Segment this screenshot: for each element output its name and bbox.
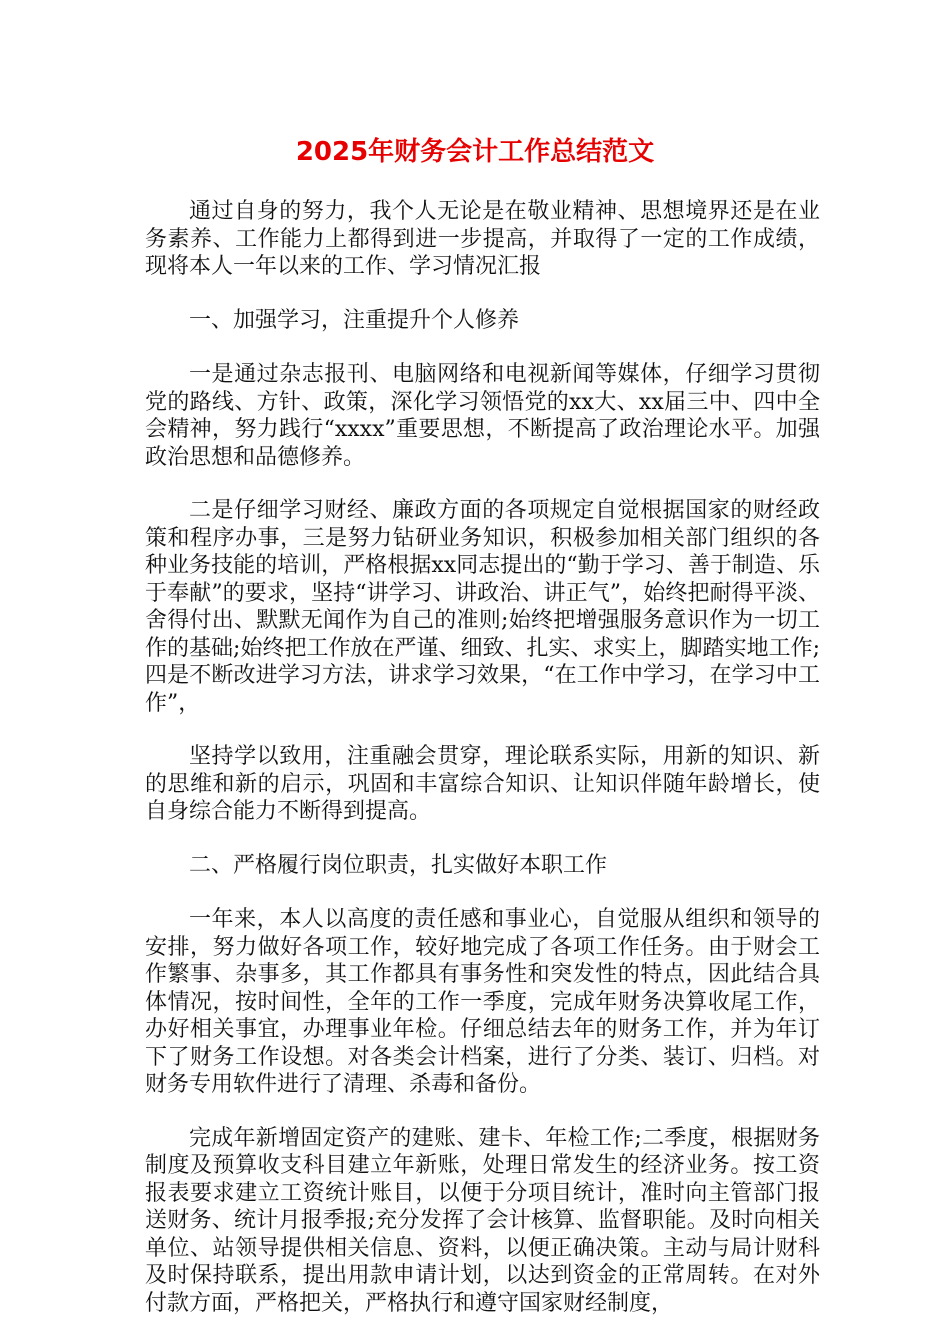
paragraph-intro: 通过自身的努力，我个人无论是在敬业精神、思想境界还是在业务素养、工作能力上都得到进一步提高，并取得了一定的工作成绩，现将本人一年以来的工作、学习情况汇报 <box>145 199 820 279</box>
document-title: 2025年财务会计工作总结范文 <box>295 137 655 167</box>
paragraph-duty-1: 一年来，本人以高度的责任感和事业心，自觉服从组织和领导的安排，努力做好各项工作，较好地完成了各项工作任务。由于财会工作繁事、杂事多，其工作都具有事务性和突发性的特点，因此结合具体情况，按时间性，全年的工作一季度，完成年财务决算收尾工作，办好相关事宜，办理事业年检。仔细总结去年的财务工作，并为年订下了财务工作设想。对各类会计档案，进行了分类、装订、归档。对财务专用软件进行了清理、杀毒和备份。 <box>145 907 820 1097</box>
paragraph-study-3: 坚持学以致用，注重融会贯穿，理论联系实际，用新的知识、新的思维和新的启示，巩固和丰富综合知识、让知识伴随年龄增长，使自身综合能力不断得到提高。 <box>145 744 820 824</box>
section-heading-1: 一、加强学习，注重提升个人修养 <box>189 307 520 333</box>
paragraph-duty-2: 完成年新增固定资产的建账、建卡、年检工作;二季度，根据财务制度及预算收支科目建立年新账，处理日常发生的经济业务。按工资报表要求建立工资统计账目，以便于分项目统计，准时向主管部门报送财务、统计月报季报;充分发挥了会计核算、监督职能。及时向相关单位、站领导提供相关信息、资料，以便正确决策。主动与局计财科及时保持联系，提出用款申请计划，以达到资金的正常周转。在对外付款方面，严格把关，严格执行和遵守国家财经制度， <box>145 1125 820 1316</box>
paragraph-study-2: 二是仔细学习财经、廉政方面的各项规定自觉根据国家的财经政策和程序办事，三是努力钻研业务知识，积极参加相关部门组织的各种业务技能的培训，严格根据xx同志提出的“勤于学习、善于制造、乐于奉献”的要求，坚持“讲学习、讲政治、讲正气”，始终把耐得平淡、舍得付出、默默无闻作为自己的准则;始终把增强服务意识作为一切工作的基础;始终把工作放在严谨、细致、扎实、求实上，脚踏实地工作;四是不断改进学习方法，讲求学习效果，“在工作中学习，在学习中工作”， <box>145 498 820 716</box>
section-heading-2: 二、严格履行岗位职责，扎实做好本职工作 <box>189 852 608 878</box>
paragraph-study-1: 一是通过杂志报刊、电脑网络和电视新闻等媒体，仔细学习贯彻党的路线、方针、政策，深化学习领悟党的xx大、xx届三中、四中全会精神，努力践行“xxxx”重要思想，不断提高了政治理论水平。加强政治思想和品德修养。 <box>145 362 820 470</box>
document-body <box>145 198 820 1343</box>
